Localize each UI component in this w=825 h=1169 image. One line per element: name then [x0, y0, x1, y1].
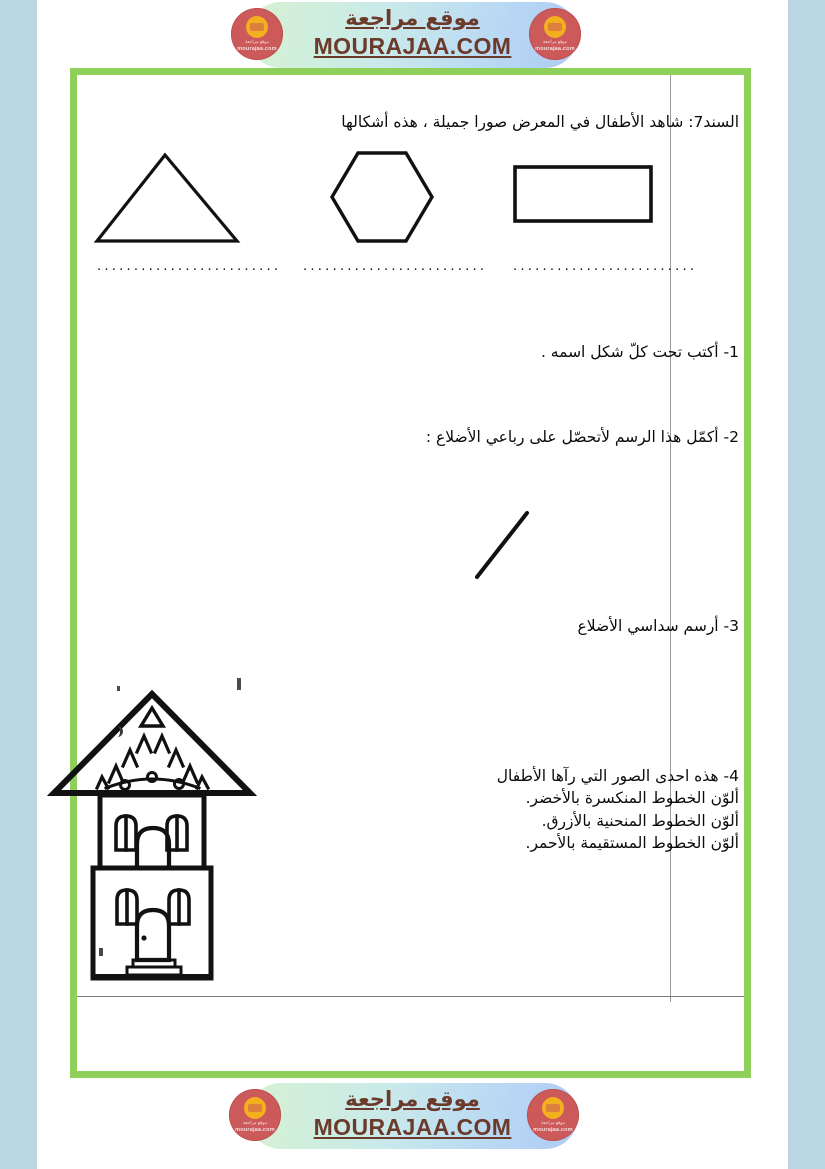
- bottom-rule-line: [77, 996, 744, 997]
- scan-artifact-mark: [117, 686, 120, 691]
- brand-logo-subtext-en: mourajaa.com: [533, 1126, 573, 1133]
- hexagon-shape: [295, 145, 480, 260]
- scan-artifact-mark: [99, 948, 103, 956]
- brand-logo-subtext-ar: موقع مراجعة: [244, 39, 270, 44]
- rectangle-shape: [505, 145, 690, 260]
- brand-logo-subtext-en: mourajaa.com: [235, 1126, 275, 1133]
- shape-cell-hexagon: [295, 145, 488, 295]
- worksheet-content: [77, 75, 744, 1071]
- question-4-line-2: ألوّن الخطوط المنكسرة بالأخضر.: [525, 789, 739, 808]
- partial-quadrilateral-stroke: [469, 505, 539, 585]
- house-drawing: [89, 670, 289, 982]
- banner-title-group: [248, 1087, 578, 1141]
- shapes-row: [77, 145, 698, 295]
- brand-logo-subtext-ar: موقع مراجعة: [540, 1120, 566, 1125]
- banner-title-group: [248, 6, 578, 60]
- question-1: 1- أكتب تحت كلّ شكل اسمه .: [540, 343, 739, 361]
- worksheet-statement: السند7: شاهد الأطفال في المعرض صورا جميلة ، هذه أشكالها: [341, 113, 739, 131]
- question-2: 2- أكمّل هذا الرسم لأتحصّل على رباعي الأضلاع :: [425, 428, 739, 446]
- shape-cell-rectangle: [505, 145, 698, 295]
- triangle-shape: [89, 145, 274, 260]
- question-4-line-3: ألوّن الخطوط المنحنية بالأزرق.: [541, 811, 739, 830]
- banner-title-arabic: موقع مراجعة: [345, 6, 480, 30]
- scan-artifact-mark: [237, 678, 241, 690]
- question-4-line-1: 4- هذه احدى الصور التي رآها الأطفال: [496, 767, 739, 785]
- triangle-answer-dots: .........................: [97, 257, 282, 274]
- rectangle-answer-dots: .........................: [513, 257, 698, 274]
- question-4-line-4: ألوّن الخطوط المستقيمة بالأحمر.: [525, 834, 739, 853]
- bottom-branding-banner: [37, 1081, 788, 1153]
- top-branding-banner: [37, 0, 788, 72]
- banner-title-url[interactable]: MOURAJAA.COM: [313, 32, 512, 59]
- banner-title-url[interactable]: MOURAJAA.COM: [313, 1113, 512, 1140]
- shape-cell-triangle: [89, 145, 282, 295]
- house-illustration: [89, 670, 289, 982]
- brand-logo-subtext-en: mourajaa.com: [535, 45, 575, 52]
- hexagon-answer-dots: .........................: [303, 257, 488, 274]
- banner-title-arabic: موقع مراجعة: [345, 1087, 480, 1111]
- brand-logo-subtext-ar: موقع مراجعة: [542, 39, 568, 44]
- question-3: 3- أرسم سداسي الأضلاع: [577, 617, 739, 635]
- brand-logo-subtext-ar: موقع مراجعة: [242, 1120, 268, 1125]
- brand-logo-subtext-en: mourajaa.com: [237, 45, 277, 52]
